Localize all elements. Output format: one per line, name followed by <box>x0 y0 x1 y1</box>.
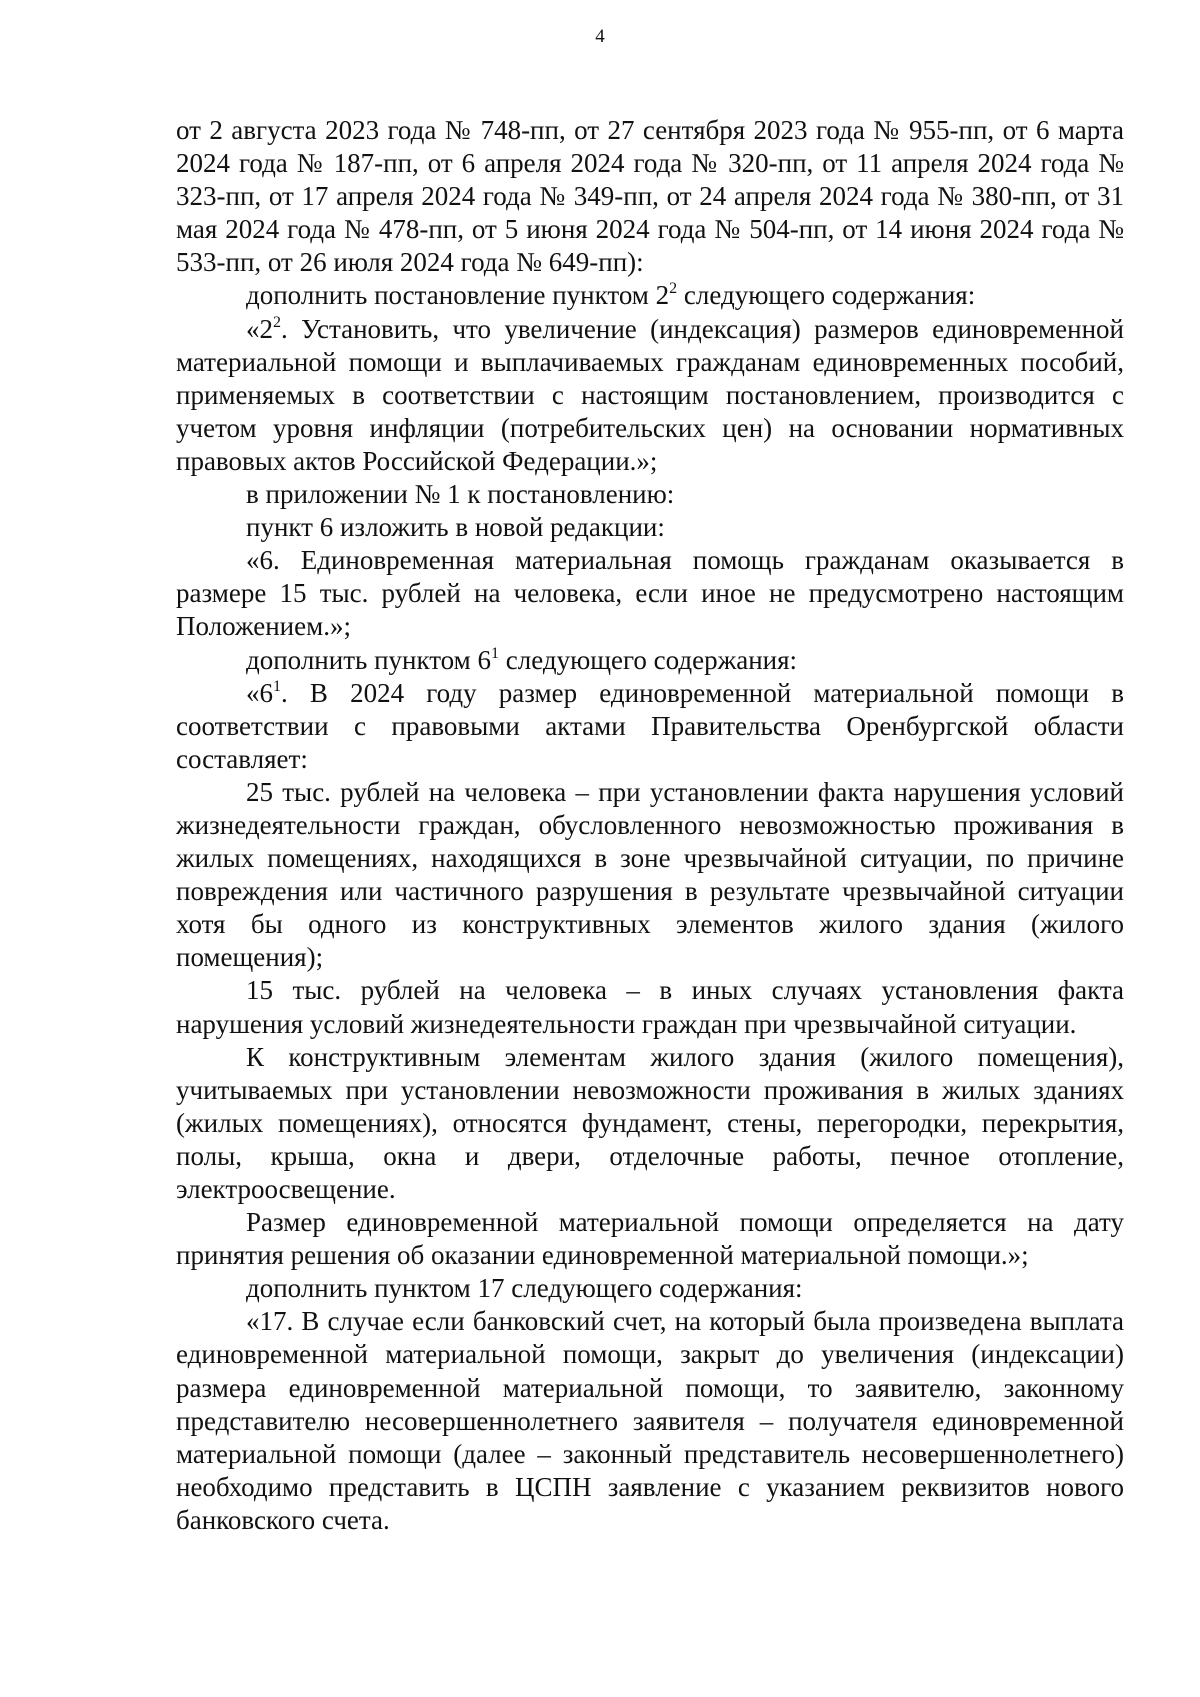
paragraph-point-6-new-edition: пункт 6 изложить в новой редакции: <box>246 512 665 543</box>
paragraph-text: «2 <box>246 313 273 344</box>
paragraph-text: дополнить постановление пунктом 2 <box>246 280 670 311</box>
paragraph-text: . В 2024 году размер единовременной материальной помощи в соответствии с правовыми актами Правительства Оренбургской области составляет: <box>176 677 1124 774</box>
paragraph-25-thousand: 25 тыс. рублей на человека – при установлении факта нарушения условий жизнедеятельности граждан, обусловленного невозможностью проживания в жилых помещениях, находящихся в зоне чрезвычайной ситуации, по причине повреждения или частичного разрушения в результате чрезвычайной ситуации хотя бы одного из конструктивных элементов жилого здания (жилого помещения); <box>176 776 1124 973</box>
superscript: 1 <box>273 677 281 695</box>
paragraph-15-thousand: 15 тыс. рублей на человека – в иных случаях установления факта нарушения условий жизнедеятельности граждан при чрезвычайной ситуации. <box>176 975 1124 1039</box>
paragraph-text: . Установить, что увеличение (индексация) размеров единовременной материальной помощи и выплачиваемых гражданам единовременных пособий, применяемых в соответствии с настоящим постановлением, производится с учетом уровня инфляции (потребительских цен) на основании нормативных правовых актов Российской Федерации.»; <box>176 313 1124 476</box>
paragraph-point-17-text: «17. В случае если банковский счет, на который была произведена выплата единовременной материальной помощи, закрыт до увеличения (индексации) размера единовременной материальной помощи, то заявителю, законному представителю несовершеннолетнего заявителя – получателя единовременной материальной помощи (далее – законный представитель несовершеннолетнего) необходимо представить в ЦСПН заявление с указанием реквизитов нового банковского счета. <box>176 1306 1124 1535</box>
paragraph-add-point-2-2 <box>176 279 1124 312</box>
superscript: 2 <box>669 280 678 298</box>
paragraph-point-6-text: «6. Единовременная материальная помощь гражданам оказывается в размере 15 тыс. рублей на человека, если иное не предусмотрено настоящим Положением.»; <box>176 545 1124 642</box>
paragraph-resolution-list: от 2 августа 2023 года № 748-пп, от 27 сентября 2023 года № 955-пп, от 6 марта 2024 года № 187-пп, от 6 апреля 2024 года № 320-пп, от 11 апреля 2024 года № 323-пп, от 17 апреля 2024 года № 349-пп, от 24 апреля 2024 года № 380-пп, от 31 мая 2024 года № 478-пп, от 5 июня 2024 года № 504-пп, от 14 июня 2024 года № 533-пп, от 26 июля 2024 года № 649-пп): <box>176 115 1124 278</box>
paragraph-text: следующего содержания: <box>499 644 798 675</box>
superscript: 1 <box>491 644 499 662</box>
paragraph-text: следующего содержания: <box>677 280 976 311</box>
superscript: 2 <box>273 313 281 331</box>
paragraph-structural-elements: К конструктивным элементам жилого здания (жилого помещения), учитываемых при установлении невозможности проживания в жилых зданиях (жилых помещениях), относятся фундамент, стены, перегородки, перекрытия, полы, крыша, окна и двери, отделочные работы, печное отопление, электроосвещение. <box>176 1041 1124 1204</box>
paragraph-text: дополнить пунктом 6 <box>246 644 491 675</box>
page-number: 4 <box>595 26 605 47</box>
paragraph-point-2-2-text <box>176 313 1124 478</box>
paragraph-assistance-date: Размер единовременной материальной помощи определяется на дату принятия решения об оказании единовременной материальной помощи.»; <box>176 1207 1124 1271</box>
paragraph-add-point-17: дополнить пунктом 17 следующего содержания: <box>246 1273 803 1304</box>
paragraph-text: «6 <box>246 677 273 708</box>
document-body <box>176 114 1124 1537</box>
paragraph-point-6-1-text <box>176 677 1124 776</box>
paragraph-appendix-1: в приложении № 1 к постановлению: <box>246 479 675 510</box>
paragraph-add-point-6-1 <box>176 644 1124 677</box>
